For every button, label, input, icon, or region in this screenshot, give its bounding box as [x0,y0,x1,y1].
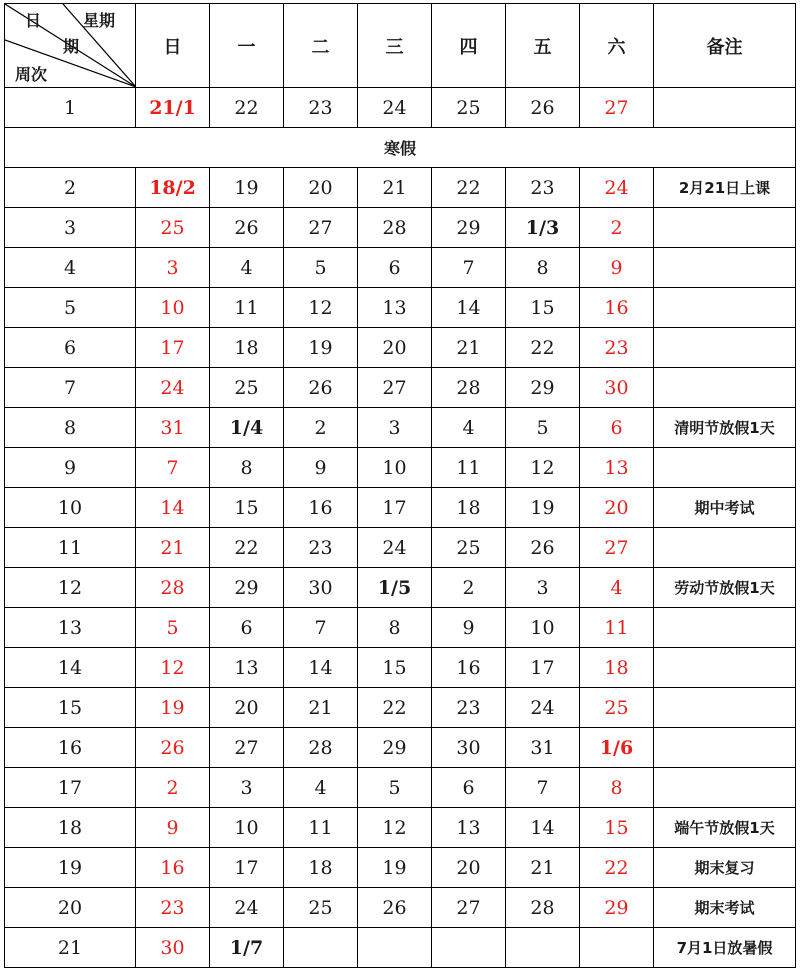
date-cell: 11 [210,288,284,328]
remark-cell: 期末考试 [654,888,796,928]
date-cell: 7 [506,768,580,808]
date-cell: 10 [358,448,432,488]
corner-label-weekday: 星期 [83,11,116,30]
date-cell: 21/1 [136,88,210,128]
date-cell: 17 [136,328,210,368]
week-number: 9 [5,448,136,488]
date-cell: 15 [358,648,432,688]
date-cell: 24 [358,88,432,128]
table-row [5,88,796,128]
date-cell: 5 [136,608,210,648]
date-cell: 27 [358,368,432,408]
date-cell: 24 [580,168,654,208]
date-cell: 15 [580,808,654,848]
date-cell: 24 [136,368,210,408]
date-cell: 18/2 [136,168,210,208]
remark-cell [654,328,796,368]
corner-label-week: 周次 [15,65,48,84]
date-cell: 20 [210,688,284,728]
header-mon: 一 [210,4,284,88]
date-cell: 25 [432,528,506,568]
header-fri: 五 [506,4,580,88]
date-cell [506,928,580,968]
date-cell: 23 [136,888,210,928]
date-cell: 13 [432,808,506,848]
date-cell: 19 [284,328,358,368]
remark-cell [654,688,796,728]
date-cell: 29 [210,568,284,608]
corner-label-period: 期 [63,37,80,56]
winter-break-label: 寒假 [5,128,796,168]
week-number: 13 [5,608,136,648]
remark-cell [654,368,796,408]
date-cell: 23 [284,528,358,568]
date-cell: 14 [136,488,210,528]
date-cell: 26 [506,88,580,128]
date-cell: 1/6 [580,728,654,768]
calendar-table [4,3,796,968]
date-cell: 25 [580,688,654,728]
date-cell: 18 [432,488,506,528]
date-cell: 23 [506,168,580,208]
date-cell: 19 [358,848,432,888]
date-cell: 30 [284,568,358,608]
date-cell: 15 [210,488,284,528]
date-cell: 23 [580,328,654,368]
date-cell: 22 [210,528,284,568]
table-row [5,488,796,528]
remark-cell: 端午节放假1天 [654,808,796,848]
date-cell: 3 [136,248,210,288]
table-row [5,528,796,568]
date-cell: 7 [432,248,506,288]
week-number: 1 [5,88,136,128]
date-cell [432,928,506,968]
date-cell: 24 [506,688,580,728]
date-cell: 22 [358,688,432,728]
date-cell: 27 [580,88,654,128]
date-cell: 1/3 [506,208,580,248]
date-cell: 21 [284,688,358,728]
date-cell: 16 [432,648,506,688]
date-cell: 26 [136,728,210,768]
date-cell: 13 [580,448,654,488]
date-cell: 10 [506,608,580,648]
date-cell: 12 [136,648,210,688]
date-cell: 19 [210,168,284,208]
date-cell: 29 [432,208,506,248]
table-row [5,168,796,208]
remark-cell: 2月21日上课 [654,168,796,208]
date-cell: 3 [210,768,284,808]
date-cell: 21 [136,528,210,568]
week-number: 3 [5,208,136,248]
week-number: 21 [5,928,136,968]
remark-cell [654,248,796,288]
date-cell: 15 [506,288,580,328]
date-cell: 1/4 [210,408,284,448]
table-row [5,408,796,448]
date-cell: 7 [136,448,210,488]
date-cell: 2 [284,408,358,448]
date-cell: 28 [136,568,210,608]
table-row [5,768,796,808]
date-cell [284,928,358,968]
date-cell: 16 [136,848,210,888]
date-cell: 31 [136,408,210,448]
date-cell: 25 [210,368,284,408]
date-cell: 17 [506,648,580,688]
date-cell: 2 [136,768,210,808]
date-cell: 5 [284,248,358,288]
calendar-body [5,88,796,968]
remark-cell [654,648,796,688]
date-cell: 21 [358,168,432,208]
week-number: 17 [5,768,136,808]
date-cell: 22 [432,168,506,208]
date-cell: 26 [210,208,284,248]
date-cell: 4 [210,248,284,288]
date-cell: 22 [506,328,580,368]
remark-cell [654,288,796,328]
date-cell: 16 [580,288,654,328]
corner-label-day: 日 [25,11,42,30]
date-cell: 6 [432,768,506,808]
date-cell: 30 [432,728,506,768]
week-number: 6 [5,328,136,368]
date-cell: 28 [358,208,432,248]
week-number: 11 [5,528,136,568]
table-row [5,568,796,608]
date-cell: 18 [580,648,654,688]
date-cell: 23 [284,88,358,128]
remark-cell [654,208,796,248]
date-cell [358,928,432,968]
table-row [5,208,796,248]
date-cell: 16 [284,488,358,528]
week-number: 4 [5,248,136,288]
date-cell: 11 [284,808,358,848]
table-row [5,728,796,768]
week-number: 8 [5,408,136,448]
date-cell: 28 [506,888,580,928]
date-cell: 8 [210,448,284,488]
table-row [5,328,796,368]
remark-cell [654,448,796,488]
date-cell: 1/7 [210,928,284,968]
date-cell: 25 [284,888,358,928]
week-number: 10 [5,488,136,528]
winter-break-row [5,128,796,168]
date-cell: 31 [506,728,580,768]
table-row [5,808,796,848]
date-cell: 5 [506,408,580,448]
table-row [5,368,796,408]
date-cell: 10 [136,288,210,328]
date-cell: 26 [358,888,432,928]
date-cell: 8 [580,768,654,808]
date-cell: 17 [358,488,432,528]
date-cell: 28 [432,368,506,408]
date-cell: 9 [136,808,210,848]
date-cell: 24 [210,888,284,928]
date-cell: 27 [432,888,506,928]
date-cell: 13 [358,288,432,328]
table-row [5,648,796,688]
remark-cell [654,608,796,648]
date-cell: 20 [284,168,358,208]
header-thu: 四 [432,4,506,88]
date-cell: 9 [580,248,654,288]
date-cell: 29 [506,368,580,408]
table-row [5,848,796,888]
date-cell: 2 [432,568,506,608]
date-cell: 11 [432,448,506,488]
week-number: 19 [5,848,136,888]
remark-cell: 期中考试 [654,488,796,528]
date-cell: 9 [432,608,506,648]
date-cell: 25 [432,88,506,128]
header-sun: 日 [136,4,210,88]
date-cell: 28 [284,728,358,768]
date-cell: 6 [580,408,654,448]
date-cell [580,928,654,968]
week-number: 12 [5,568,136,608]
week-number: 7 [5,368,136,408]
date-cell: 27 [284,208,358,248]
table-row [5,248,796,288]
table-row [5,888,796,928]
remark-cell [654,528,796,568]
date-cell: 30 [580,368,654,408]
header-tue: 二 [284,4,358,88]
date-cell: 4 [580,568,654,608]
table-row [5,688,796,728]
date-cell: 5 [358,768,432,808]
date-cell: 13 [210,648,284,688]
date-cell: 29 [358,728,432,768]
date-cell: 22 [580,848,654,888]
date-cell: 20 [580,488,654,528]
week-number: 20 [5,888,136,928]
remark-cell: 7月1日放暑假 [654,928,796,968]
date-cell: 21 [506,848,580,888]
date-cell: 4 [432,408,506,448]
date-cell: 3 [358,408,432,448]
header-remarks: 备注 [654,4,796,88]
date-cell: 8 [506,248,580,288]
date-cell: 8 [358,608,432,648]
date-cell: 11 [580,608,654,648]
date-cell: 26 [506,528,580,568]
remark-cell: 期末复习 [654,848,796,888]
date-cell: 26 [284,368,358,408]
date-cell: 10 [210,808,284,848]
week-number: 18 [5,808,136,848]
date-cell: 18 [210,328,284,368]
date-cell: 20 [358,328,432,368]
date-cell: 27 [580,528,654,568]
date-cell: 14 [432,288,506,328]
remark-cell [654,88,796,128]
date-cell: 21 [432,328,506,368]
date-cell: 17 [210,848,284,888]
header-wed: 三 [358,4,432,88]
date-cell: 6 [358,248,432,288]
remark-cell [654,768,796,808]
date-cell: 4 [284,768,358,808]
table-row [5,288,796,328]
date-cell: 24 [358,528,432,568]
date-cell: 12 [358,808,432,848]
header-sat: 六 [580,4,654,88]
header-row [5,4,796,88]
date-cell: 30 [136,928,210,968]
week-number: 2 [5,168,136,208]
table-row [5,448,796,488]
remark-cell: 清明节放假1天 [654,408,796,448]
week-number: 15 [5,688,136,728]
corner-cell [5,4,136,88]
remark-cell: 劳动节放假1天 [654,568,796,608]
date-cell: 1/5 [358,568,432,608]
date-cell: 6 [210,608,284,648]
date-cell: 19 [506,488,580,528]
table-row [5,928,796,968]
date-cell: 25 [136,208,210,248]
date-cell: 27 [210,728,284,768]
date-cell: 2 [580,208,654,248]
date-cell: 3 [506,568,580,608]
date-cell: 12 [506,448,580,488]
week-number: 5 [5,288,136,328]
week-number: 16 [5,728,136,768]
date-cell: 23 [432,688,506,728]
date-cell: 7 [284,608,358,648]
date-cell: 29 [580,888,654,928]
date-cell: 18 [284,848,358,888]
date-cell: 12 [284,288,358,328]
week-number: 14 [5,648,136,688]
date-cell: 14 [284,648,358,688]
table-row [5,608,796,648]
date-cell: 22 [210,88,284,128]
date-cell: 9 [284,448,358,488]
date-cell: 14 [506,808,580,848]
date-cell: 19 [136,688,210,728]
remark-cell [654,728,796,768]
date-cell: 20 [432,848,506,888]
